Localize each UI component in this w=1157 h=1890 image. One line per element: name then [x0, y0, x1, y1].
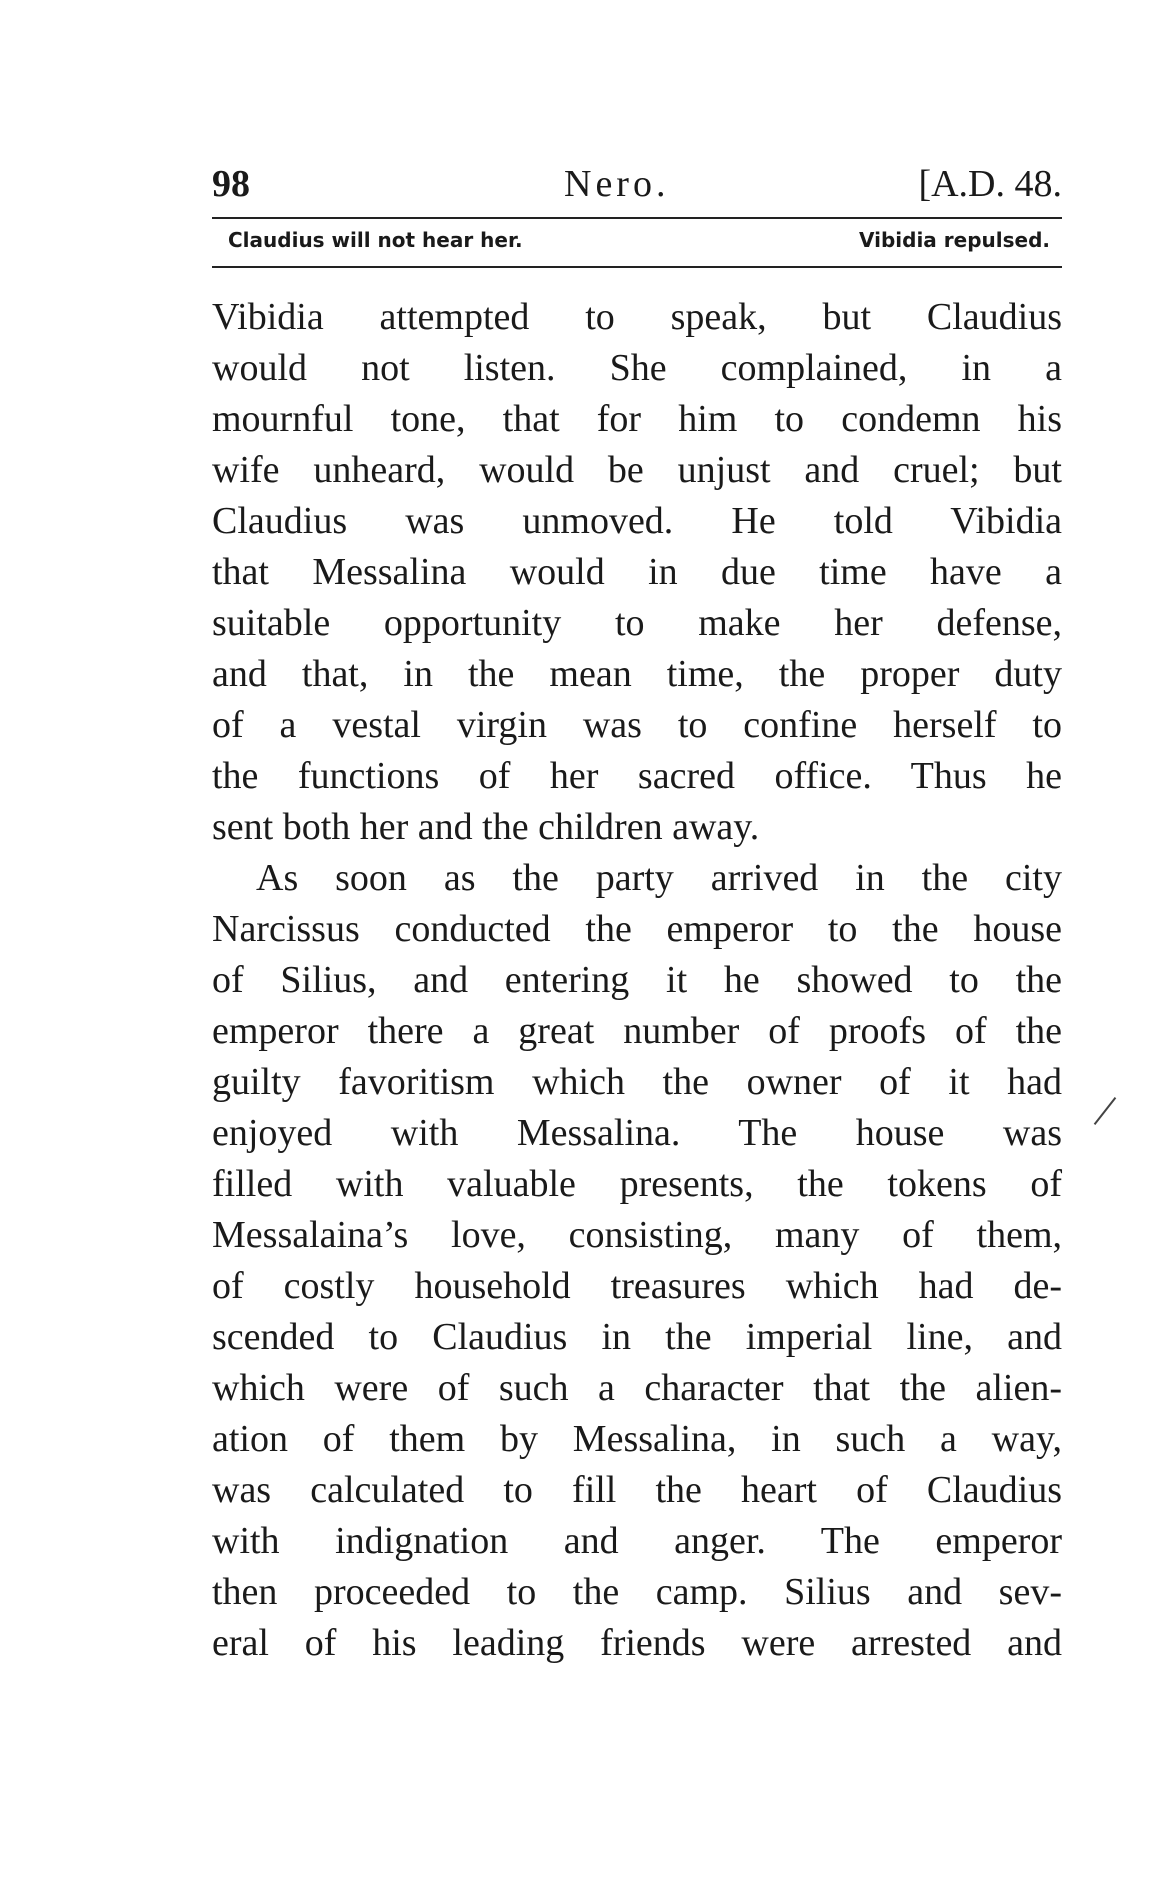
- side-note-left: Claudius will not hear her.: [228, 228, 523, 252]
- text-line: of Silius, and entering it he showed to the: [212, 959, 1062, 1001]
- text-line: which were of such a character that the alien-: [212, 1367, 1062, 1409]
- text-line: the functions of her sacred office. Thus he: [212, 755, 1062, 797]
- text-line: suitable opportunity to make her defense,: [212, 602, 1062, 644]
- text-line: wife unheard, would be unjust and cruel; but: [212, 449, 1062, 491]
- text-line: scended to Claudius in the imperial line, and: [212, 1316, 1062, 1358]
- text-line: enjoyed with Messalina. The house was: [212, 1112, 1062, 1154]
- text-line: ation of them by Messalina, in such a way,: [212, 1418, 1062, 1460]
- side-note-right: Vibidia repulsed.: [858, 228, 1050, 252]
- text-line: with indignation and anger. The emperor: [212, 1520, 1062, 1562]
- text-line: Claudius was unmoved. He told Vibidia: [212, 500, 1062, 542]
- text-line: then proceeded to the camp. Silius and sev-: [212, 1571, 1062, 1613]
- text-line: sent both her and the children away.: [212, 806, 760, 848]
- date-mark: [A.D. 48.: [918, 163, 1062, 205]
- text-line: was calculated to fill the heart of Claudius: [212, 1469, 1062, 1511]
- text-line: of a vestal virgin was to confine herself to: [212, 704, 1062, 746]
- margin-pencil-mark: [1094, 1097, 1117, 1125]
- text-line: guilty favoritism which the owner of it had: [212, 1061, 1062, 1103]
- header-rule-bottom: [212, 266, 1062, 268]
- header-rule-top: [212, 217, 1062, 219]
- text-line: Messalaina’s love, consisting, many of them,: [212, 1214, 1062, 1256]
- text-line: and that, in the mean time, the proper duty: [212, 653, 1062, 695]
- text-line: of costly household treasures which had de-: [212, 1265, 1062, 1307]
- page-number: 98: [212, 163, 250, 205]
- book-title: Nero.: [564, 163, 670, 205]
- text-line: As soon as the party arrived in the city: [256, 857, 1062, 899]
- text-line: Vibidia attempted to speak, but Claudius: [212, 296, 1062, 338]
- body-text: [212, 292, 1062, 1669]
- text-line: filled with valuable presents, the tokens of: [212, 1163, 1062, 1205]
- text-line: mournful tone, that for him to condemn his: [212, 398, 1062, 440]
- text-line: Narcissus conducted the emperor to the house: [212, 908, 1062, 950]
- text-line: emperor there a great number of proofs of the: [212, 1010, 1062, 1052]
- text-line: that Messalina would in due time have a: [212, 551, 1062, 593]
- text-line: eral of his leading friends were arrested and: [212, 1622, 1062, 1664]
- running-head: [212, 158, 1062, 218]
- side-notes: [228, 228, 1050, 258]
- text-line: would not listen. She complained, in a: [212, 347, 1062, 389]
